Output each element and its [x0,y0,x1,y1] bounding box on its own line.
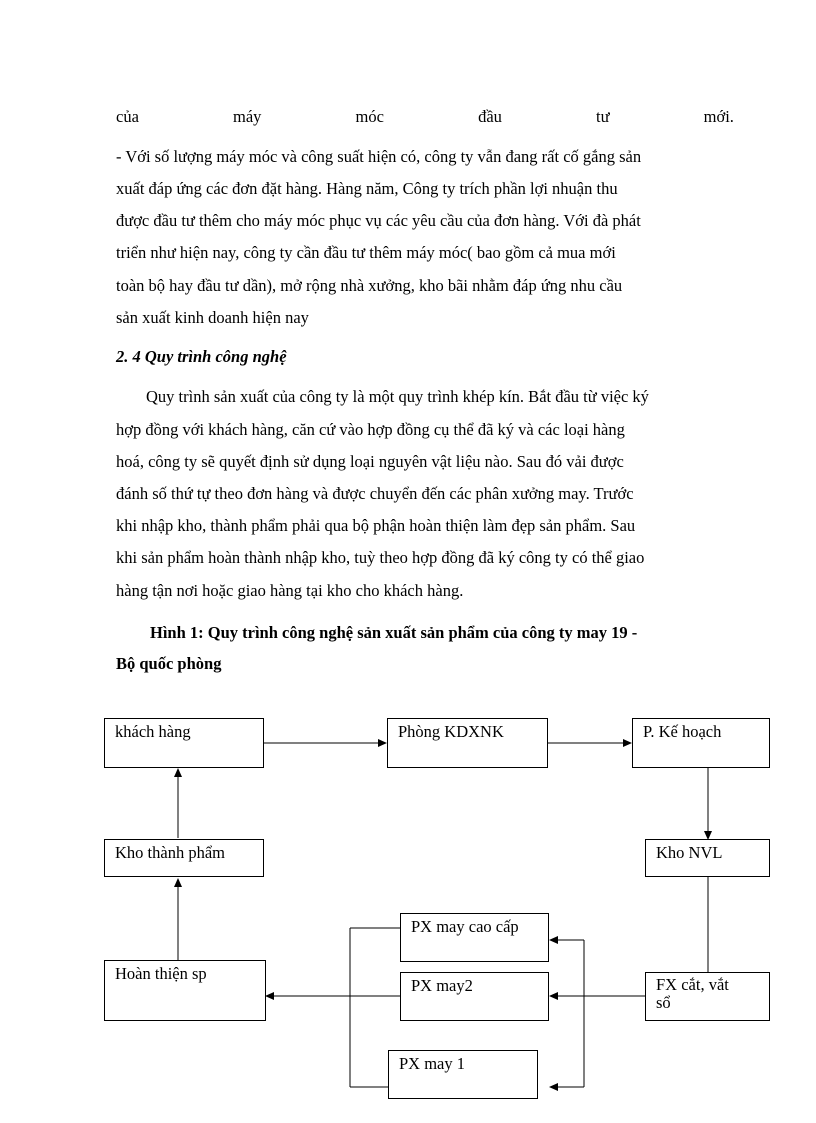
word: của [116,107,139,126]
node-label: Kho thành phẩm [115,843,225,862]
node-label: PX may2 [411,976,473,995]
node-px-may-cao-cap [400,913,549,962]
paragraph-line: toàn bộ hay đầu tư dần), mở rộng nhà xưởng, kho bãi nhằm đáp ứng nhu cầu [116,276,623,295]
paragraph-line: khi nhập kho, thành phẩm phải qua bộ phận hoàn thiện làm đẹp sản phẩm. Sau [116,516,636,535]
node-kho-thanh-pham [104,839,264,877]
node-hoan-thien-sp [104,960,266,1021]
word: đầu [478,107,502,126]
figure-caption-line2: Bộ quốc phòng [116,654,222,673]
paragraph-line: xuất đáp ứng các đơn đặt hàng. Hàng năm, Công ty trích phần lợi nhuận thu [116,179,618,198]
paragraph-line: hàng tận nơi hoặc giao hàng tại kho cho khách hàng. [116,581,464,600]
node-kho-nvl [645,839,770,877]
node-label: khách hàng [115,722,191,741]
node-label-line1: FX cắt, vắt [656,975,729,994]
node-khach-hang [104,718,264,768]
node-ke-hoach [632,718,770,768]
node-phong-kdxnk [387,718,548,768]
paragraph-line: sản xuất kinh doanh hiện nay [116,308,309,327]
node-label: PX may 1 [399,1054,465,1073]
word: móc [355,107,384,126]
paragraph-line: đánh số thứ tự theo đơn hàng và được chuyển đến các phân xưởng may. Trước [116,484,634,503]
word: mới. [703,107,734,126]
node-px-may-1 [388,1050,538,1099]
paragraph-line: hợp đồng với khách hàng, căn cứ vào hợp đồng cụ thể đã ký và các loại hàng [116,420,625,439]
node-label: Hoàn thiện sp [115,964,207,983]
paragraph-line: triển như hiện nay, công ty cần đầu tư thêm máy móc( bao gồm cả mua mới [116,243,616,262]
paragraph-line: hoá, công ty sẽ quyết định sử dụng loại nguyên vật liệu nào. Sau đó vải được [116,452,624,471]
paragraph-line: được đầu tư thêm cho máy móc phục vụ các yêu cầu của đơn hàng. Với đà phát [116,211,641,230]
paragraph-line: khi sản phẩm hoàn thành nhập kho, tuỳ theo hợp đồng đã ký công ty có thể giao [116,548,645,567]
figure-caption-line1: Hình 1: Quy trình công nghệ sản xuất sản phẩm của công ty may 19 - [150,623,638,642]
node-label: PX may cao cấp [411,917,519,936]
node-label-line2: sổ [656,993,671,1012]
node-px-may2 [400,972,549,1021]
word: tư [596,107,610,126]
node-fx-cat-vat-so [645,972,770,1021]
paragraph-line: Quy trình sản xuất của công ty là một quy trình khép kín. Bắt đầu từ việc ký [146,387,649,406]
node-label: P. Kế hoạch [643,722,722,741]
section-heading: 2. 4 Quy trình công nghệ [116,347,287,366]
word: máy [233,107,262,126]
node-label: Phòng KDXNK [398,722,504,741]
paragraph-line: - Với số lượng máy móc và công suất hiện có, công ty vẫn đang rất cố gắng sản [116,147,642,166]
node-label: Kho NVL [656,843,723,862]
